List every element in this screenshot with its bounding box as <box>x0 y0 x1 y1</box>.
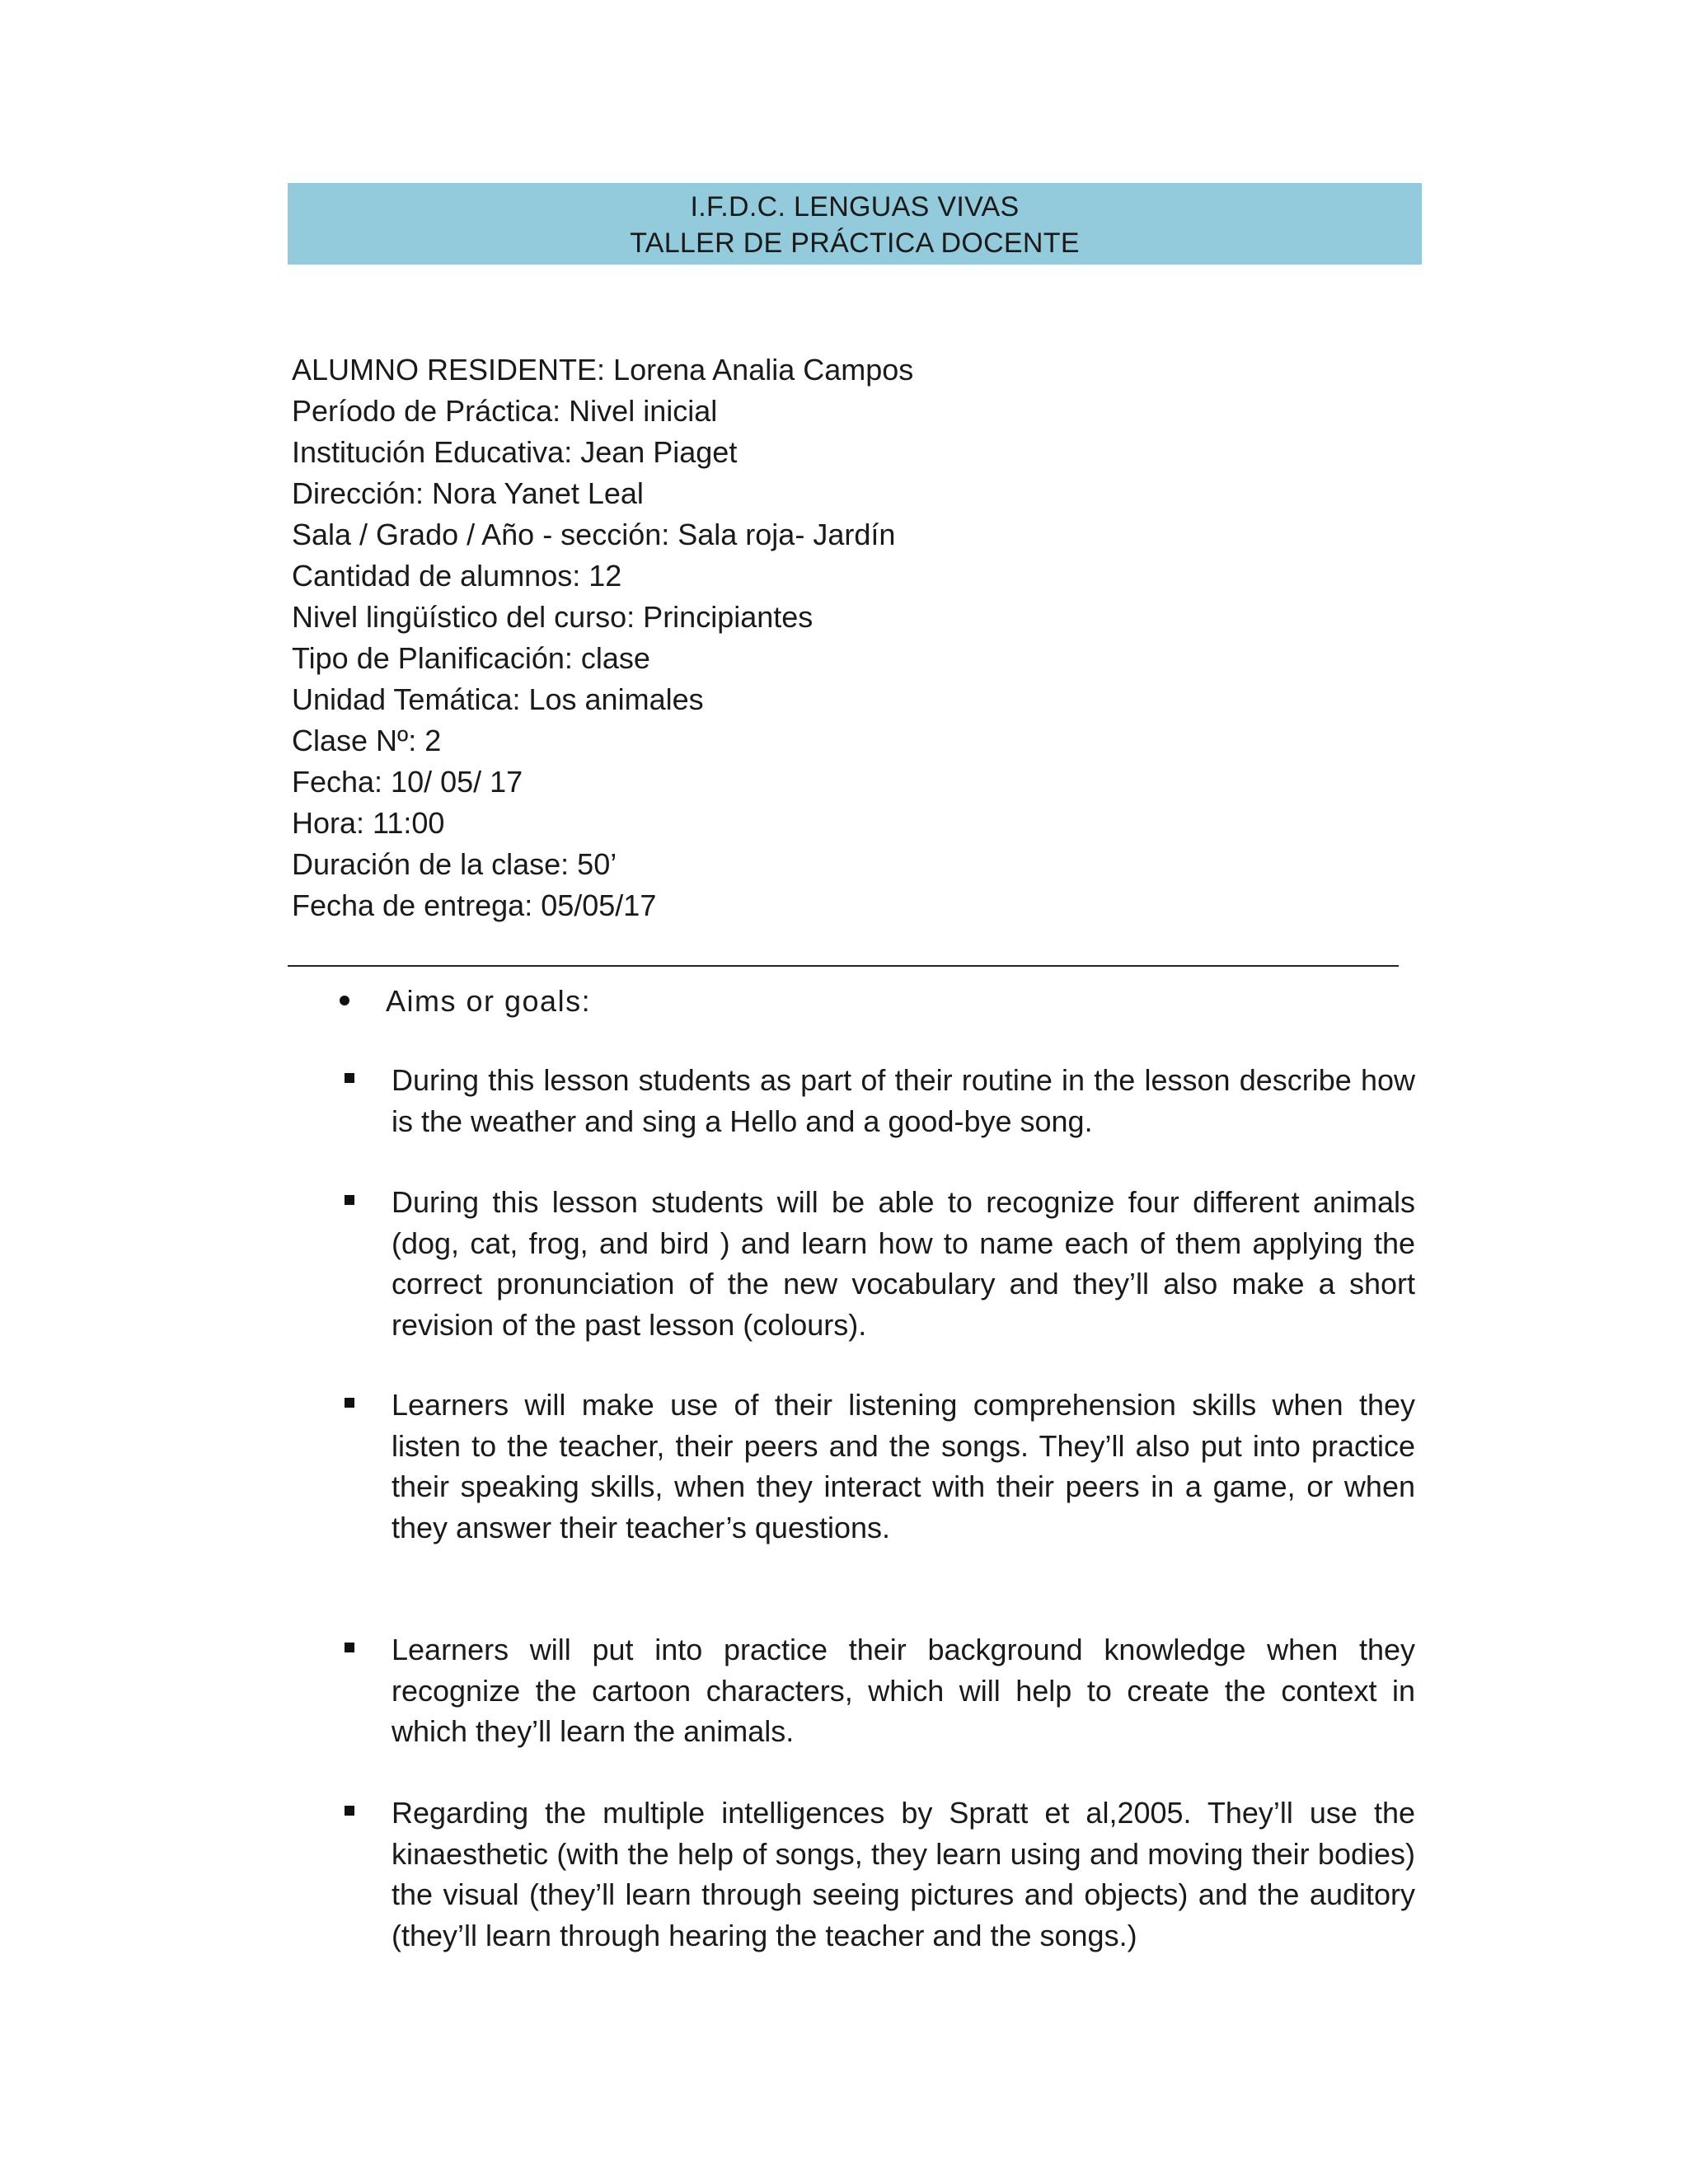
info-direction: Dirección: Nora Yanet Leal <box>292 476 644 510</box>
square-bullet-icon <box>345 1806 354 1816</box>
square-bullet-icon <box>345 1195 354 1205</box>
info-delivery-date: Fecha de entrega: 05/05/17 <box>292 888 657 922</box>
aims-heading <box>340 981 591 1022</box>
goal-item <box>392 1060 1415 1141</box>
goal-text: Learners will put into practice their background knowledge when they recognize the cartoon characters, which will help to create the context in which they’ll learn the animals. <box>392 1633 1415 1748</box>
square-bullet-icon <box>345 1643 354 1652</box>
info-unit: Unidad Temática: Los animales <box>292 682 704 716</box>
info-time: Hora: 11:00 <box>292 806 445 840</box>
goal-text: Regarding the multiple intelligences by Spratt et al,2005. They’ll use the kinaesthetic (with the help of songs, they learn using and moving their bodies) the visual (they’ll learn through seeing pictures and objects) and the auditory (they’ll learn through hearing the teacher and the songs.) <box>392 1796 1415 1952</box>
info-institution: Institución Educativa: Jean Piaget <box>292 435 738 469</box>
info-student-count: Cantidad de alumnos: 12 <box>292 559 622 593</box>
goal-item <box>392 1793 1415 1956</box>
goal-text: Learners will make use of their listening comprehension skills when they listen to the teacher, their peers and the songs. They’ll also put into practice their speaking skills, when they interact with their peers in a game, or when they answer their teacher’s questions. <box>392 1388 1415 1544</box>
bullet-dot-icon <box>340 996 349 1005</box>
info-period: Período de Práctica: Nivel inicial <box>292 394 718 428</box>
info-room: Sala / Grado / Año - sección: Sala roja- Jardín <box>292 518 896 551</box>
goal-item <box>392 1629 1415 1752</box>
header-band <box>288 183 1422 265</box>
info-planning-type: Tipo de Planificación: clase <box>292 641 650 675</box>
goal-item <box>392 1182 1415 1345</box>
student-info-block <box>292 349 1404 926</box>
square-bullet-icon <box>345 1073 354 1083</box>
goal-item <box>392 1385 1415 1548</box>
section-divider <box>288 965 1399 967</box>
workshop-title: TALLER DE PRÁCTICA DOCENTE <box>630 227 1080 259</box>
goal-text: During this lesson students as part of their routine in the lesson describe how is the weather and sing a Hello and a good-bye song. <box>392 1063 1415 1138</box>
aims-heading-text: Aims or goals: <box>386 984 592 1018</box>
info-language-level: Nivel lingüístico del curso: Principiantes <box>292 600 814 634</box>
square-bullet-icon <box>345 1398 354 1408</box>
info-date: Fecha: 10/ 05/ 17 <box>292 765 523 799</box>
goal-text: During this lesson students will be able to recognize four different animals (dog, cat, frog, and bird ) and learn how to name each of them applying the correct pronunciation of the new vocabulary and they’ll also make a short revision of the past lesson (colours). <box>392 1185 1415 1342</box>
info-student: ALUMNO RESIDENTE: Lorena Analia Campos <box>292 353 914 387</box>
institute-title: I.F.D.C. LENGUAS VIVAS <box>690 191 1020 223</box>
info-duration: Duración de la clase: 50’ <box>292 847 617 881</box>
info-class-number: Clase Nº: 2 <box>292 724 442 757</box>
